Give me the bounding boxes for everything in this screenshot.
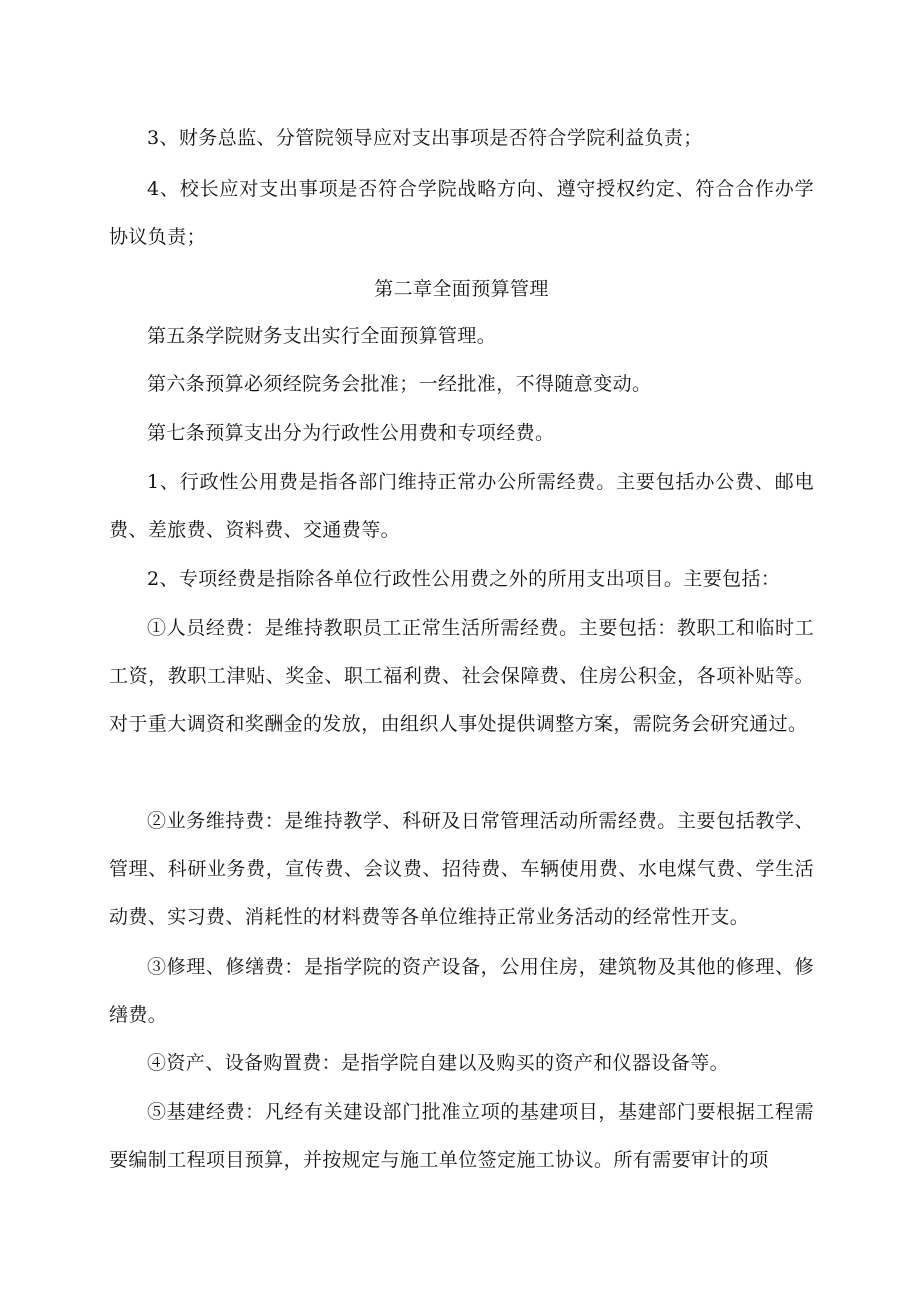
- sub-item-repairs: ③修理、修缮费：是指学院的资产设备，公用住房，建筑物及其他的修理、修缮费。: [109, 956, 814, 1026]
- article-7: 第七条预算支出分为行政性公用费和专项经费。: [147, 422, 555, 444]
- sub-item-purchases: ④资产、设备购置费：是指学院自建以及购买的资产和仪器设备等。: [147, 1052, 730, 1074]
- sub-item-personnel: ①人员经费：是维持教职员工正常生活所需经费。主要包括：教职工和临时工工资，教职工津贴、奖金、职工福利费、社会保障费、住房公积金，各项补贴等。对于重大调资和奖酬金的发放，由组织人事处提供调整方案，需院务会研究通过。: [109, 617, 814, 735]
- sub-item-operations: ②业务维持费：是维持教学、科研及日常管理活动所需经费。主要包括教学、管理、科研业务费，宣传费、会议费、招待费、车辆使用费、水电煤气费、学生活动费、实习费、消耗性的材料费等各单位维持正常业务活动的经常性开支。: [109, 810, 814, 928]
- article-5: 第五条学院财务支出实行全面预算管理。: [147, 325, 497, 347]
- paragraph-item-3: 3、财务总监、分管院领导应对支出事项是否符合学院利益负责；: [147, 127, 703, 149]
- paragraph-item-1: 1、行政性公用费是指各部门维持正常办公所需经费。主要包括办公费、邮电费、差旅费、资料费、交通费等。: [109, 471, 814, 541]
- sub-item-construction: ⑤基建经费：凡经有关建设部门批准立项的基建项目，基建部门要根据工程需要编制工程项目预算，并按规定与施工单位签定施工协议。所有需要审计的项: [109, 1101, 814, 1171]
- article-6: 第六条预算必须经院务会批准；一经批准，不得随意变动。: [147, 373, 652, 395]
- paragraph-item-2: 2、专项经费是指除各单位行政性公用费之外的所用支出项目。主要包括：: [147, 568, 781, 590]
- chapter-title: 第二章全面预算管理: [374, 278, 549, 300]
- paragraph-item-4: 4、校长应对支出事项是否符合学院战略方向、遵守授权约定、符合合作办学协议负责；: [109, 178, 814, 248]
